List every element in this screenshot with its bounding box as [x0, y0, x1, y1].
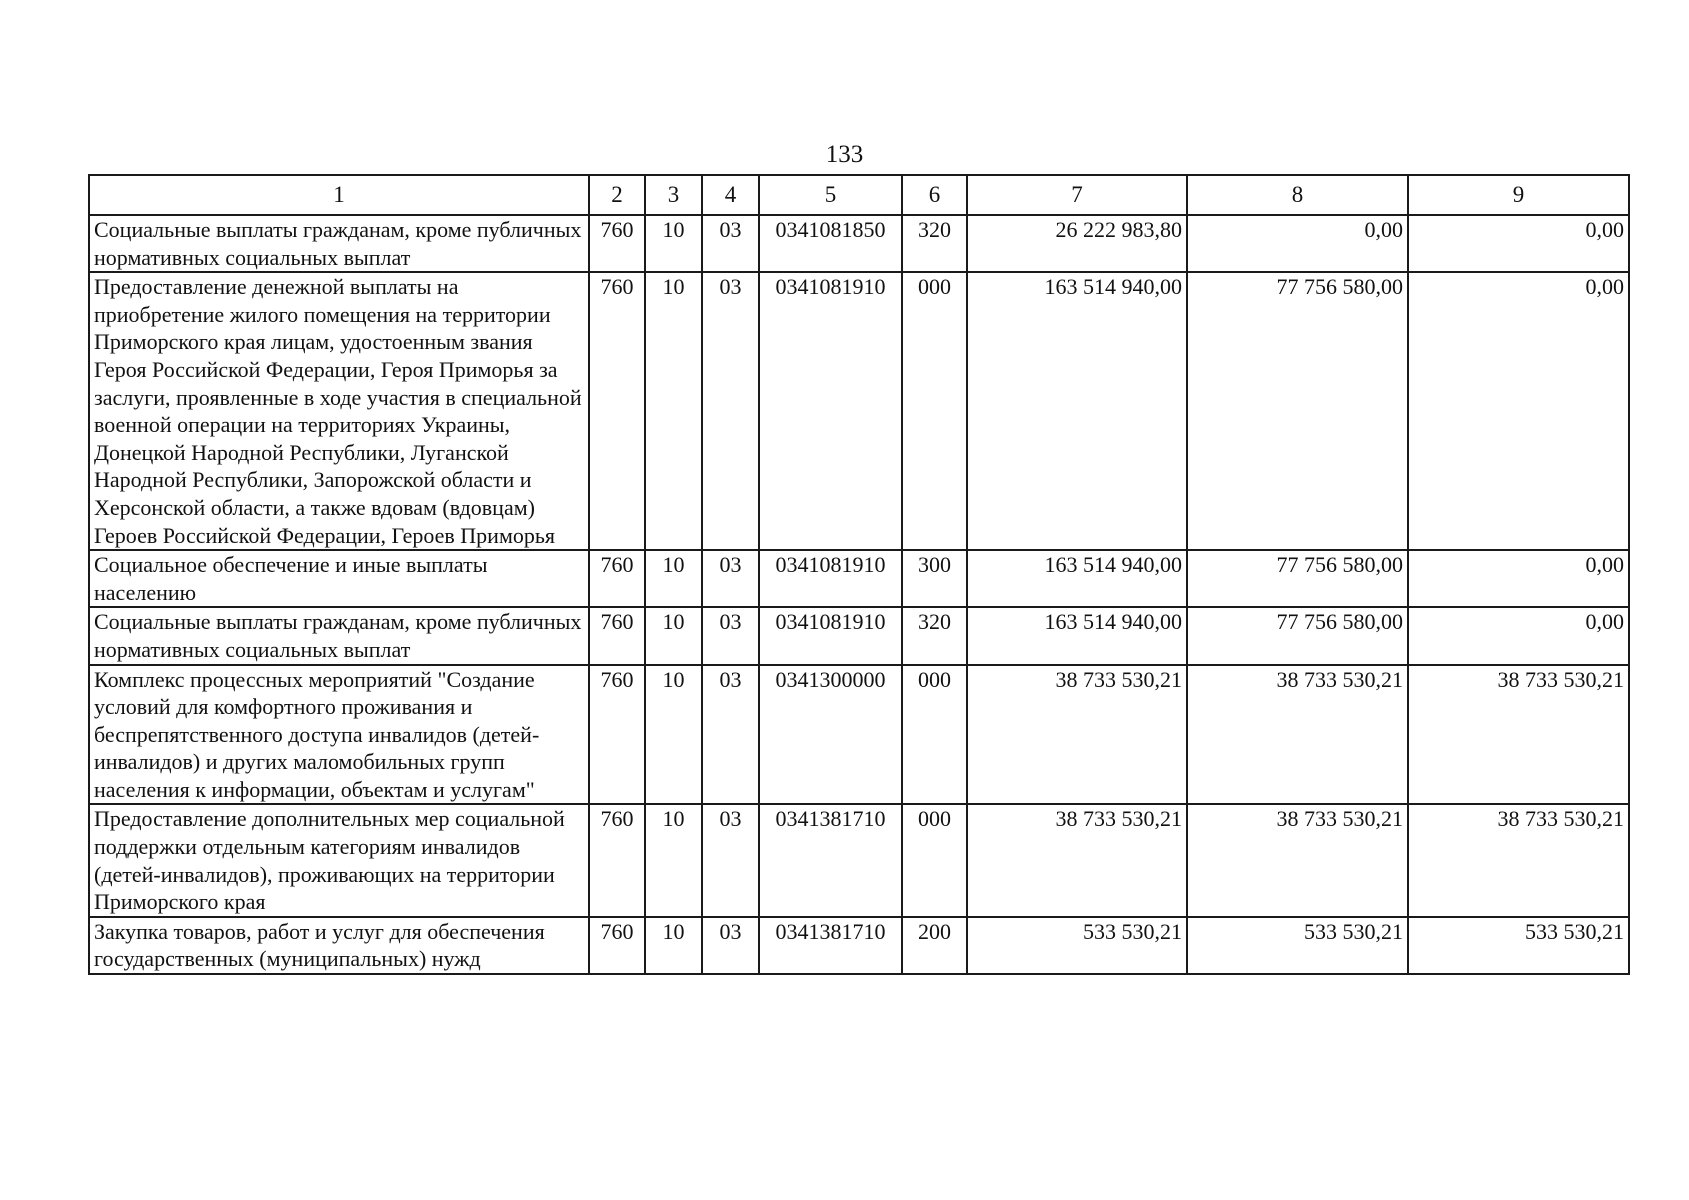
row-name: Социальные выплаты гражданам, кроме публичных нормативных социальных выплат: [89, 607, 589, 664]
row-amount-8: 0,00: [1187, 215, 1408, 272]
row-amount-8: 38 733 530,21: [1187, 665, 1408, 805]
row-code-2: 760: [589, 215, 645, 272]
header-col-4: 4: [702, 175, 759, 215]
header-col-7: 7: [967, 175, 1187, 215]
row-amount-9: 0,00: [1408, 272, 1629, 550]
row-code-6: 200: [902, 917, 967, 974]
header-col-2: 2: [589, 175, 645, 215]
budget-table: [88, 174, 1630, 975]
table-row: [89, 272, 1629, 550]
row-code-2: 760: [589, 917, 645, 974]
row-amount-9: 38 733 530,21: [1408, 665, 1629, 805]
header-col-1: 1: [89, 175, 589, 215]
header-col-3: 3: [645, 175, 702, 215]
row-code-4: 03: [702, 804, 759, 916]
row-amount-8: 38 733 530,21: [1187, 804, 1408, 916]
row-amount-9: 38 733 530,21: [1408, 804, 1629, 916]
row-amount-9: 0,00: [1408, 550, 1629, 607]
header-col-5: 5: [759, 175, 902, 215]
row-code-3: 10: [645, 272, 702, 550]
row-name: Комплекс процессных мероприятий "Создание условий для комфортного проживания и беспрепятственного доступа инвалидов (детей-инвалидов) и других маломобильных групп населения к информации, объектам и услугам": [89, 665, 589, 805]
table-row: [89, 607, 1629, 664]
row-code-4: 03: [702, 665, 759, 805]
row-code-2: 760: [589, 272, 645, 550]
row-code-2: 760: [589, 804, 645, 916]
row-name: Закупка товаров, работ и услуг для обеспечения государственных (муниципальных) нужд: [89, 917, 589, 974]
row-code-4: 03: [702, 917, 759, 974]
row-code-6: 300: [902, 550, 967, 607]
row-code-5: 0341381710: [759, 917, 902, 974]
table-row: [89, 550, 1629, 607]
row-code-4: 03: [702, 550, 759, 607]
row-amount-7: 163 514 940,00: [967, 272, 1187, 550]
row-amount-7: 38 733 530,21: [967, 804, 1187, 916]
table-row: [89, 804, 1629, 916]
row-code-2: 760: [589, 550, 645, 607]
row-amount-9: 533 530,21: [1408, 917, 1629, 974]
row-amount-9: 0,00: [1408, 607, 1629, 664]
row-code-5: 0341381710: [759, 804, 902, 916]
table-row: [89, 917, 1629, 974]
row-code-6: 320: [902, 215, 967, 272]
table-row: [89, 215, 1629, 272]
row-name: Предоставление денежной выплаты на приобретение жилого помещения на территории Приморского края лицам, удостоенным звания Героя Российской Федерации, Героя Приморья за заслуги, проявленные в ходе участия в специальной военной операции на территориях Украины, Донецкой Народной Республики, Луганской Народной Республики, Запорожской области и Херсонской области, а также вдовам (вдовцам) Героев Российской Федерации, Героев Приморья: [89, 272, 589, 550]
row-code-3: 10: [645, 665, 702, 805]
row-code-4: 03: [702, 215, 759, 272]
row-amount-7: 38 733 530,21: [967, 665, 1187, 805]
row-code-4: 03: [702, 607, 759, 664]
row-code-4: 03: [702, 272, 759, 550]
row-code-3: 10: [645, 804, 702, 916]
row-amount-8: 77 756 580,00: [1187, 607, 1408, 664]
row-amount-8: 77 756 580,00: [1187, 272, 1408, 550]
row-amount-7: 163 514 940,00: [967, 550, 1187, 607]
header-col-9: 9: [1408, 175, 1629, 215]
row-code-5: 0341081910: [759, 550, 902, 607]
row-amount-7: 26 222 983,80: [967, 215, 1187, 272]
header-col-6: 6: [902, 175, 967, 215]
row-code-2: 760: [589, 665, 645, 805]
row-code-5: 0341081910: [759, 607, 902, 664]
header-col-8: 8: [1187, 175, 1408, 215]
row-amount-9: 0,00: [1408, 215, 1629, 272]
row-amount-7: 163 514 940,00: [967, 607, 1187, 664]
page-number: 133: [825, 141, 864, 168]
row-name: Предоставление дополнительных мер социальной поддержки отдельным категориям инвалидов (детей-инвалидов), проживающих на территории Приморского края: [89, 804, 589, 916]
row-code-6: 000: [902, 272, 967, 550]
row-name: Социальное обеспечение и иные выплаты населению: [89, 550, 589, 607]
row-code-5: 0341081910: [759, 272, 902, 550]
row-code-6: 000: [902, 804, 967, 916]
row-code-5: 0341081850: [759, 215, 902, 272]
row-code-2: 760: [589, 607, 645, 664]
row-amount-8: 77 756 580,00: [1187, 550, 1408, 607]
row-amount-7: 533 530,21: [967, 917, 1187, 974]
row-code-3: 10: [645, 917, 702, 974]
row-name: Социальные выплаты гражданам, кроме публичных нормативных социальных выплат: [89, 215, 589, 272]
row-amount-8: 533 530,21: [1187, 917, 1408, 974]
table-row: [89, 665, 1629, 805]
row-code-3: 10: [645, 607, 702, 664]
row-code-3: 10: [645, 550, 702, 607]
row-code-6: 000: [902, 665, 967, 805]
header-row: [89, 175, 1629, 215]
row-code-5: 0341300000: [759, 665, 902, 805]
row-code-3: 10: [645, 215, 702, 272]
row-code-6: 320: [902, 607, 967, 664]
